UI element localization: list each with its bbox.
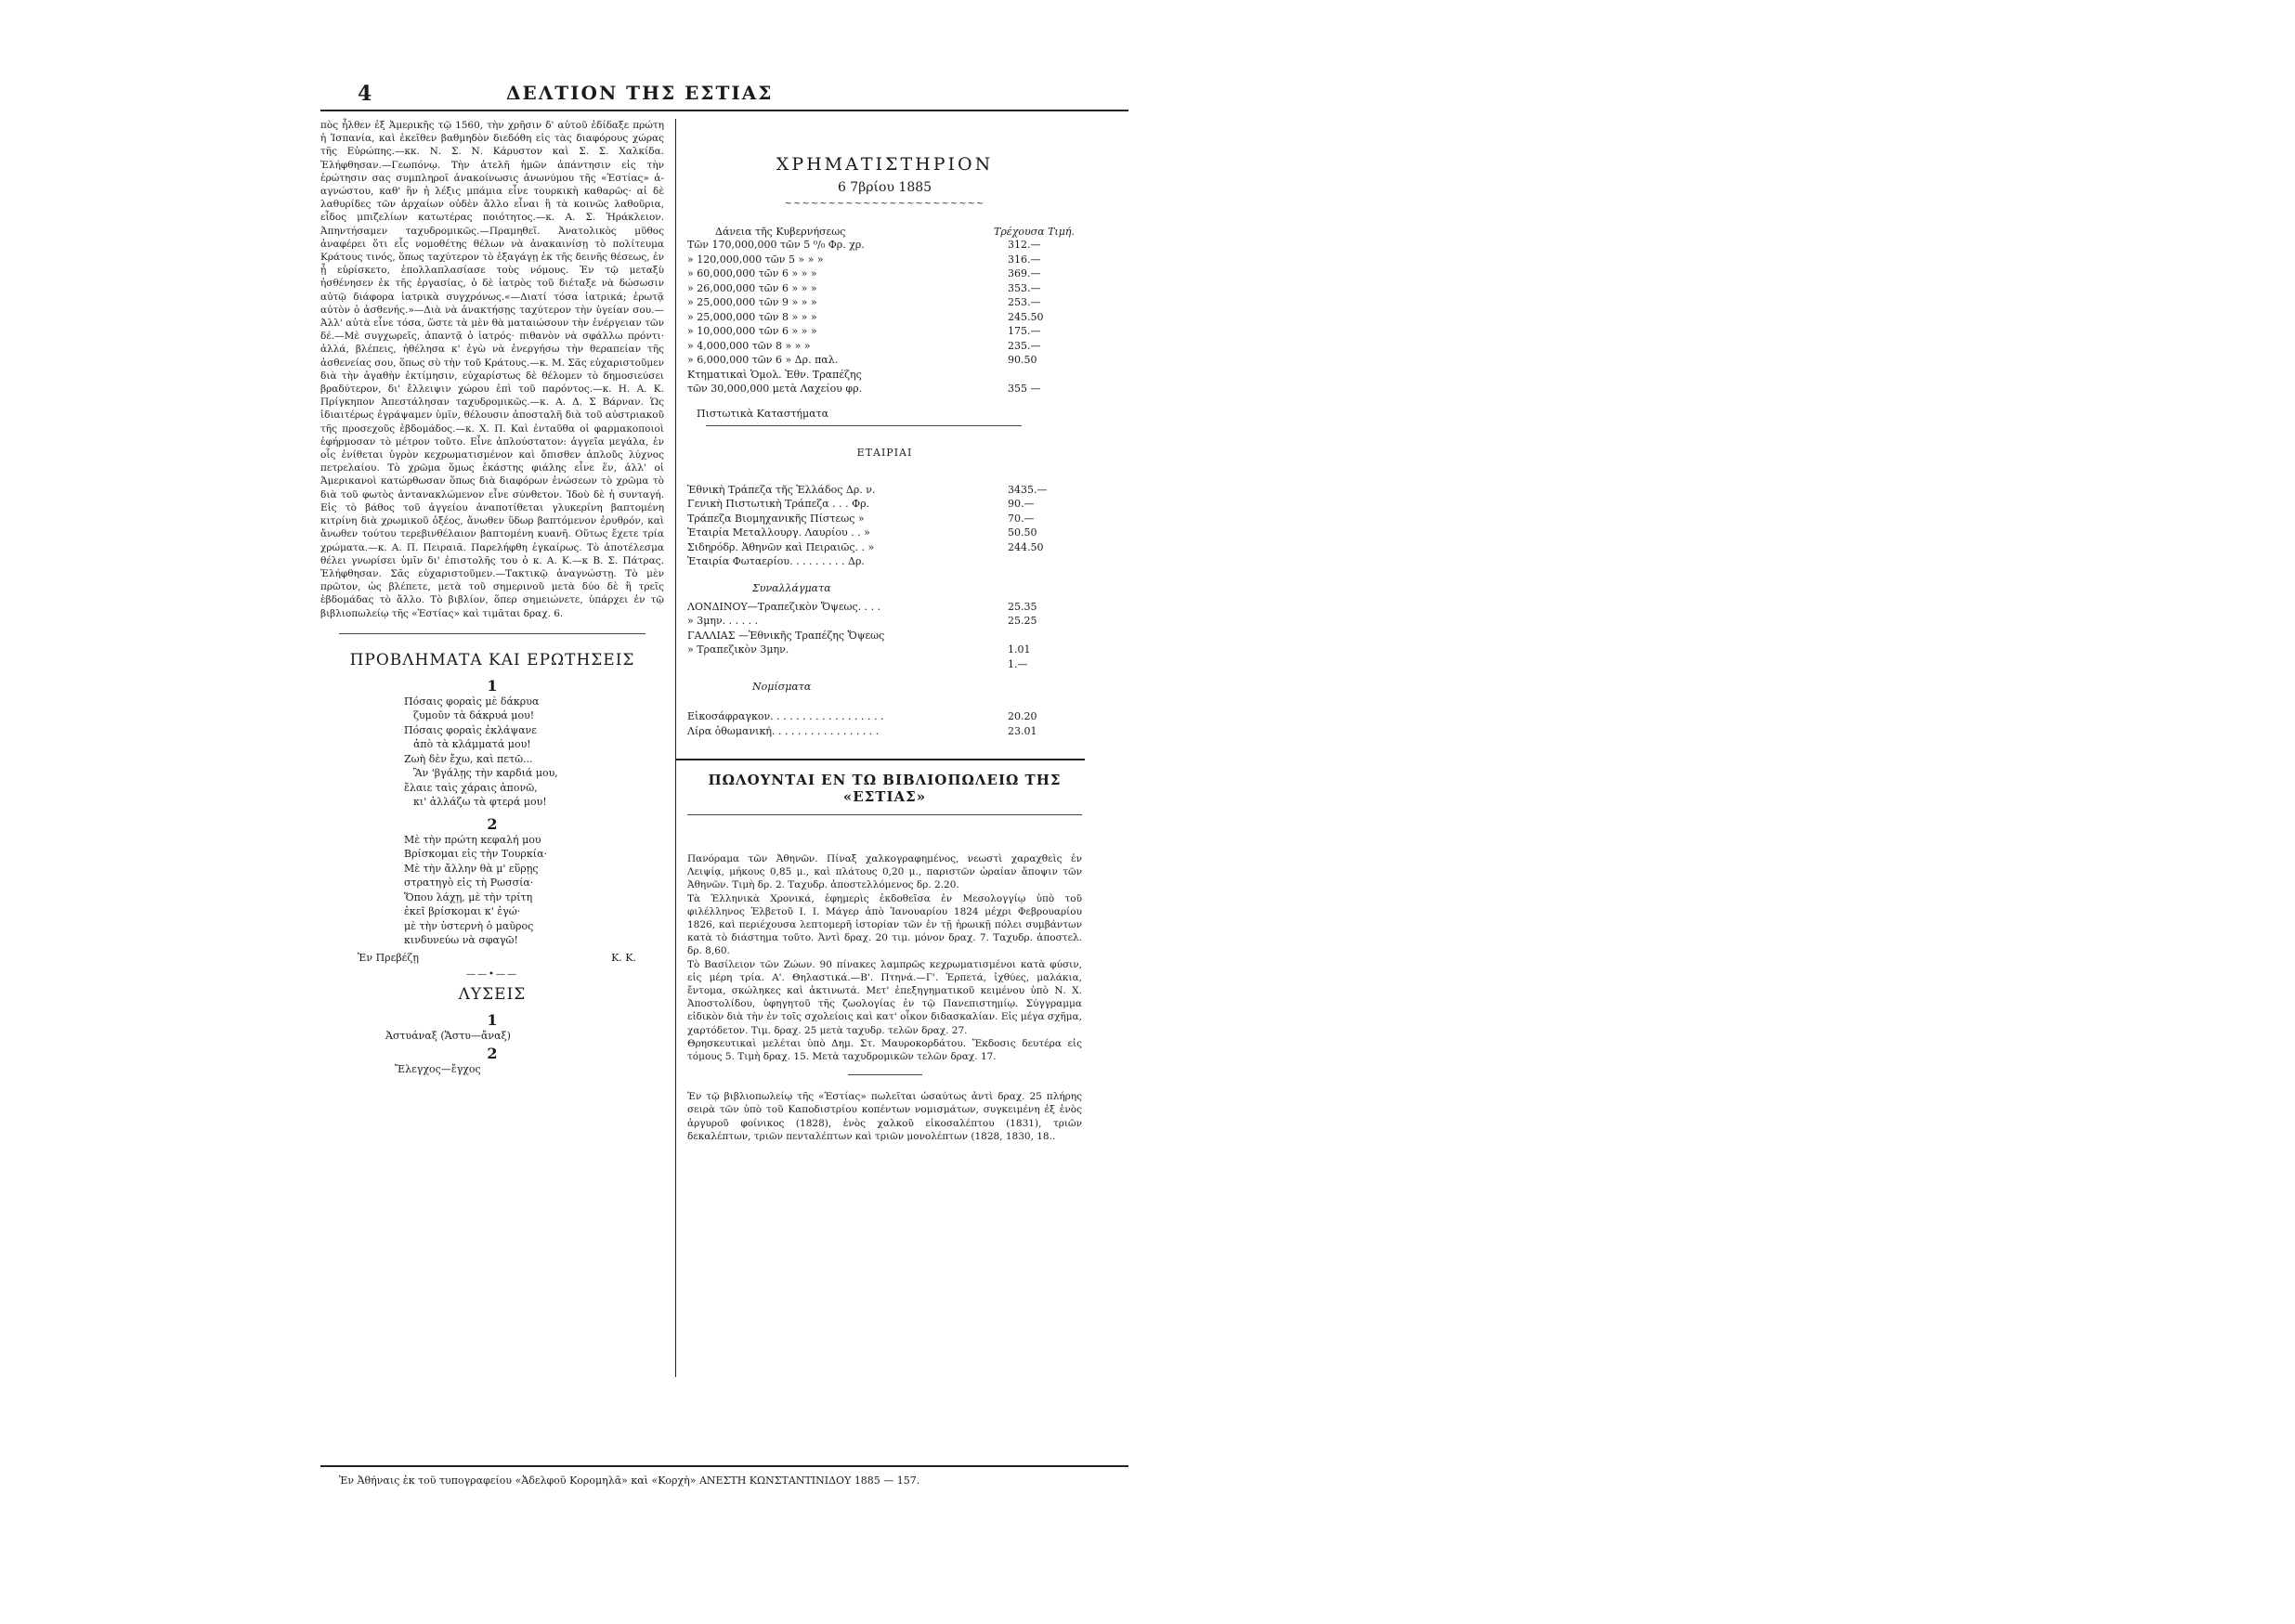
solution-number: 2	[487, 1045, 498, 1063]
company-row	[687, 540, 1082, 555]
loan-row-value: 245.50	[1008, 310, 1044, 323]
coin-row-label: Λίρα ὀθωμανική. . . . . . . . . . . . . . . . .	[687, 724, 880, 737]
book-listing: Τὸ Βασίλειον τῶν Ζώων. 90 πίνακες λαμπρῶς κεχρωματισμένοι κατὰ φύσιν, εἰς μέρη τρία. Α'. Θηλαστικά.—Β'. Πτηνά.—Γ'. Ἑρπετά, ἰχθύες, μαλάκια, ἔντομα, σκώληκες καὶ ἀκτινωτά. Μετ' ἐπεξηγηματικοῦ κειμένου ὑπὸ Ν. Χ. Ἀποστολίδου, ὑφηγητοῦ τῆς ζωολογίας ἐν τῷ Πανεπιστημίῳ. Σύγγραμμα εἰδικὸν διὰ τὴν ἐν τοῖς σχολείοις καὶ κατ' οἶκον διδασκαλίαν. Εἰς μέγα σχῆμα, χαρτόδετον. Τιμ. δραχ. 25 μετὰ ταχυδρ. τελῶν δραχ. 27.	[687, 958, 1082, 1036]
poem-line: ἔλαιε ταὶς χάραις ἀπονῶ,	[404, 781, 538, 794]
company-row-value: 90.—	[1008, 498, 1035, 510]
solution-1: Ἀστυάναξ (Ἄστυ—ἄναξ)	[385, 1029, 511, 1042]
loan-row-label: » 26,000,000 τῶν 6 » » »	[687, 281, 817, 294]
company-row-label: Ἑταιρία Φωταερίου. . . . . . . . . Δρ.	[687, 555, 865, 567]
company-row-value: 3435.—	[1008, 483, 1048, 496]
company-row	[687, 526, 1082, 540]
exchange-row	[687, 614, 1082, 629]
page-number: 4	[358, 82, 372, 106]
poem-line: ζυμοῦν τὰ δάκρυά μου!	[413, 709, 535, 722]
section-divider	[339, 633, 645, 634]
loan-row-value: 353.—	[1008, 281, 1041, 294]
coins-table	[687, 709, 1082, 738]
exchange-row-label: » Τραπεζικὸν 3μην.	[687, 643, 789, 656]
price-head-label: Τρέχουσα Τιμή.	[993, 226, 1075, 238]
loan-row-label: » 120,000,000 τῶν 5 » » »	[687, 253, 824, 266]
book-listing: Τὰ Ἑλληνικὰ Χρονικά, ἐφημερὶς ἐκδοθεῖσα ἐν Μεσολογγίῳ ὑπὸ τοῦ φιλέλληνος Ἑλβετοῦ Ι. Ι. Μάγερ ἀπὸ Ἰανουαρίου 1824 μέχρι Φεβρουαρίου 1826, καὶ περιέχουσα λεπτομερῆ ἱστορίαν τῶν ἐν τῇ ἡρωικῇ πόλει συμβάντων κατὰ τὸ διάστημα τοῦτο. Ἀντὶ δραχ. 20 τιμ. μόνον δραχ. 7. Ταχυδρ. ἀποστελ. δρ. 8,60.	[687, 892, 1082, 957]
problem-number: 1	[487, 676, 498, 695]
loan-row-value: 369.—	[1008, 267, 1041, 279]
exchange-row-label: ΛΟΝΔΙΝΟΥ—Τραπεζικὸν Ὄψεως. . . .	[687, 600, 881, 613]
solutions-title: ΛΥΣΕΙΣ	[458, 984, 527, 1004]
exchange-row-value: 25.35	[1008, 600, 1037, 613]
exchange-rates-head: Συναλλάγματα	[752, 581, 831, 594]
problem-2-poem	[320, 833, 664, 948]
loan-row	[687, 324, 1082, 339]
wavy-divider: ~~~~~~~~~~~~~~~~~~~~~~~	[784, 199, 985, 209]
companies-table	[687, 483, 1082, 569]
loan-row-label: » 25,000,000 τῶν 8 » » »	[687, 310, 817, 323]
loan-row-label: » 25,000,000 τῶν 9 » » »	[687, 296, 817, 308]
loan-row	[687, 310, 1082, 325]
exchange-row	[687, 657, 1082, 672]
exchange-row	[687, 629, 1082, 643]
header-rule	[320, 110, 1128, 111]
loan-row-label: Τῶν 170,000,000 τῶν 5 ⁰/₀ Φρ. χρ.	[687, 239, 865, 251]
loan-row	[687, 238, 1082, 253]
company-row-label: Τράπεζα Βιομηχανικῆς Πίστεως »	[687, 512, 865, 525]
loan-row-value: 253.—	[1008, 296, 1041, 308]
poem-line: μὲ τὴν ὑστερνὴ ὁ μαῦρος	[404, 919, 534, 932]
book-listing: Πανόραμα τῶν Ἀθηνῶν. Πίναξ χαλκογραφημένος, νεωστὶ χαραχθεὶς ἐν Λειψίᾳ, μήκους 0,85 μ., καὶ πλάτους 0,20 μ., παριστῶν ὡραίαν ἄποψιν τῶν Ἀθηνῶν. Τιμὴ δρ. 2. Ταχυδρ. ἀποστελλόμενος δρ. 2.20.	[687, 853, 1082, 891]
section-rule	[676, 759, 1085, 760]
company-row	[687, 554, 1082, 569]
right-column	[687, 119, 1082, 1143]
ktimatikai-label: Κτηματικαὶ Ὁμολ. Ἐθν. Τραπέζης	[687, 368, 862, 381]
exchange-row-label: » 3μην. . . . . .	[687, 615, 759, 627]
exchange-row-value: 25.25	[1008, 615, 1037, 627]
solution-2: Ἔλεγχος—ἔγχος	[395, 1063, 481, 1076]
loan-row-label: » 6,000,000 τῶν 6 » Δρ. παλ.	[687, 354, 839, 366]
loan-row	[687, 266, 1082, 281]
loan-row-value: 316.—	[1008, 253, 1041, 266]
company-row-label: Σιδηρόδρ. Ἀθηνῶν καὶ Πειραιῶς. . »	[687, 540, 875, 553]
coin-row	[687, 724, 1082, 739]
company-row-value: 50.50	[1008, 526, 1037, 539]
poem-line: Βρίσκομαι εἰς τὴν Τουρκία·	[404, 848, 548, 861]
loan-row-value: 235.—	[1008, 339, 1041, 352]
loan-row-value: 175.—	[1008, 325, 1041, 337]
coin-row-value: 20.20	[1008, 710, 1037, 722]
exchange-row-label	[687, 657, 1002, 672]
exchange-row	[687, 600, 1082, 615]
poem-line: Πόσαις φοραὶς ἐκλάψανε	[404, 723, 537, 736]
loan-row	[687, 253, 1082, 267]
coins-offer-paragraph: Ἐν τῷ βιβλιοπωλείῳ τῆς «Ἑστίας» πωλεῖται ὡσαύτως ἀντὶ δραχ. 25 πλήρης σειρὰ τῶν ὑπὸ τοῦ Καποδιστρίου κοπέντων νομισμάτων, συγκειμένη ἐξ ἑνὸς ἀργυροῦ φοίνικος (1828), ἑνὸς χαλκοῦ εἰκοσαλέπτου (1831), τριῶν δεκαλέπτων, τριῶν πενταλέπτων καὶ τριῶν μονολέπτων (1828, 1830, 18..	[687, 1091, 1082, 1142]
bookstore-title: ΠΩΛΟΥΝΤΑΙ ΕΝ ΤΩ ΒΙΒΛΙΟΠΩΛΕΙΩ ΤΗΣ «ΕΣΤΙΑΣ»	[708, 772, 1062, 805]
left-column	[320, 119, 664, 1077]
correspondence-paragraph: πὸς ἦλθεν ἐξ Ἀμερικῆς τῷ 1560, τὴν χρῆσιν δ' αὐτοῦ ἐδίδαξε πρώτη ἡ Ἱσπανία, καὶ ἐκεῖθεν βαθμηδὸν διεδόθη εἰς τὰς διαφόρους χώρας τῆς Εὐρώπης.—κκ. Ν. Σ. Ν. Κάρυστον καὶ Σ. Σ. Χαλκίδα. Ἐλήφθησαν.—Γεωπόνῳ. Τὴν ἀτελῆ ἡμῶν ἀπάντησιν εἰς τὴν ἐρώτησιν σας συμπληροῖ ἀνακοίνωσις ἀνωνύμου τῆς «Ἑστίας» ἀ-αγνώστου, καθ' ἣν ἡ λέξις μπάμια εἶνε τουρκικὴ καθαρῶς· αἱ δὲ λαθυρίδες τῶν ἀρχαίων οὐδὲν ἄλλο εἶναι ἢ τὰ κοινῶς λαθοῦρια, εἶδος μπιζελίων κατωτέρας ποιότητος.—κ. Α. Σ. Ἡράκλειον. Ἀπηντήσαμεν ταχυδρομικῶς.—Πραμηθεῖ. Ἀνατολικὸς μῦθος ἀναφέρει ὅτι εἷς νομοθέτης θέλων νὰ ἀνακαινίσῃ τὸ πολίτευμα Κράτους τινός, ὅπως ταχύτερον τὸ ἐξαγάγῃ ἐκ τῆς δεινῆς θέσεως, ἐν ᾗ εὑρίσκετο, ἐπολλαπλασίασε τοὺς νόμους. Ἐν τῷ μεταξὺ ἠσθένησεν ἐκ τῆς ἐργασίας, ὁ δὲ ἰατρὸς τοῦ διέταξε νὰ δώσωσιν αὐτῷ διάφορα ἰατρικὰ συγχρόνως.«—Διατί τόσα ἰατρικά; ἐρωτᾷ αὐτὸν ὁ ἀσθενής.»—Διὰ νὰ ἀνακτήσῃς ταχύτερον τὴν ὑγείαν σου.—Ἀλλ' αὐτὰ εἶνε τόσα, ὥστε τὰ μὲν θὰ ματαιώσουν τὴν ἐνέργειαν τῶν δέ.—Μὲ συγχωρεῖς, ἀπαντᾷ ὁ ἰατρός· πιθανὸν νὰ σφάλλω πρόντι· ἀλλά, βλέπεις, ἠθέλησα κ' ἐγὼ νὰ ἐνεργήσω τὴν θεραπείαν τῆς ἀσθενείας σου, ὅπως σὺ τὴν τοῦ Κράτους.—κ. Μ. Σᾶς εὐχαριστοῦμεν διὰ τὴν ἀγαθὴν ἐκτίμησιν, εὐχαρίστως δὲ θέλομεν τὸ δημοσιεύσει βραδύτερον, δι' ἔλλειψιν χώρου ἐπὶ τοῦ παρόντος.—κ. Η. Α. Κ. Πρίγκηπον Ἀπεστάλησαν ταχυδρομικῶς.—κ. Α. Δ. Σ Βάρναν. Ὡς ἰδιαιτέρως ἐγράψαμεν ὑμῖν, θέλουσιν ἀποσταλῆ διὰ τοῦ αὐστριακοῦ τῆς προσεχοῦς ἑβδομάδος.—κ. Χ. Π. Καὶ ἐνταῦθα οἱ φαρμακοποιοὶ ἐφήρμοσαν τὸ μέτρον τοῦτο. Εἶνε ἁπλούστατον: ἀγγεῖα μεγάλα, ἐν οἷς ἐνίθεται ὑγρὸν κεχρωματισμένον καὶ ὄπισθεν ἁπλοῦς λύχνος πετρελαίου. Τὸ χρῶμα ὅμως ἑκάστης φιάλης εἶνε ἕν, ἀλλ' οἱ Ἀμερικανοὶ κατώρθωσαν ὅπως διὰ διαφόρων ἑνώσεων τὸ χρῶμα τὸ διὰ τοῦ φωτὸς ἀντανακλώμενον εἶνε σύνθετον. Ἰδοὺ δὲ ἡ συνταγή. Εἰς τὸ βάθος τοῦ ἀγγείου ἀναποτίθεται γλυκερίνη βαπτομένη κιτρίνη διὰ χρωμικοῦ ὀξέος, ἄνωθεν ὕδωρ βαπτόμενον ἐρυθρόν, καὶ ἄνωθεν τούτου τερεβινθέλαιον βαπτομένη κυανῆ. Οὕτως ἔχετε τρία χρώματα.—κ. Α. Π. Πειραιᾶ. Παρελήφθη ἐγκαίρως. Τὸ ἀποτέλεσμα θέλει γνωρίσει ὑμῖν δι' ἐπιστολῆς του ὁ κ. Α. Κ.—κ Β. Σ. Πάτρας. Ἐλήφθησαν. Σᾶς εὐχαριστοῦμεν.—Τακτικῷ ἀναγνώστῃ. Τὸ μὲν πρῶτον, ὡς βλέπετε, μετὰ τοῦ σημερινοῦ μετὰ δύο δὲ ἢ τρεῖς ἑβδομάδας τὸ ἄλλο. Τὸ βιβλίον, ὅπερ σημειώνετε, ὑπάρχει ἐν τῷ βιβλιοπωλείῳ τῆς «Ἑστίας» καὶ τιμᾶται δραχ. 6.	[320, 120, 665, 619]
coin-row-label: Εἰκοσάφραγκον. . . . . . . . . . . . . . . . . .	[687, 710, 884, 722]
company-row-value: 70.—	[1008, 512, 1035, 525]
footer-rule	[320, 1465, 1128, 1467]
credit-head: Πιστωτικὰ Καταστήματα	[697, 407, 829, 420]
loan-row-value: 90.50	[1008, 354, 1037, 366]
loans-table	[687, 238, 1082, 368]
ornament-divider: ——•——	[466, 968, 518, 980]
loan-row	[687, 339, 1082, 354]
company-row-label: Γενικὴ Πιστωτικὴ Τράπεζα . . . Φρ.	[687, 498, 870, 510]
poem-line: κι' ἀλλάζω τὰ φτερά μου!	[413, 796, 547, 809]
coin-row	[687, 709, 1082, 724]
ktimatikai-label: τῶν 30,000,000 μετὰ Λαχείου φρ.	[687, 383, 863, 395]
poem-line: Μὲ τὴν ἄλλην θὰ μ' εὕρῃς	[404, 862, 539, 875]
loan-row-label: » 60,000,000 τῶν 6 » » »	[687, 267, 817, 279]
loan-row	[687, 353, 1082, 368]
exchange-date: 6 7βρίου 1885	[837, 180, 932, 195]
exchange-rates-table	[687, 600, 1082, 672]
loan-row	[687, 295, 1082, 310]
signature-place: Ἐν Πρεβέζῃ	[358, 951, 419, 964]
loan-row	[687, 281, 1082, 296]
exchange-title: ΧΡΗΜΑΤΙΣΤΗΡΙΟΝ	[776, 154, 994, 175]
problem-1-poem	[320, 695, 664, 810]
company-row	[687, 512, 1082, 526]
poem-line: ἀπὸ τὰ κλάμματά μου!	[413, 738, 531, 751]
poem-line: ἐκεῖ βρίσκομαι κ' ἐγώ·	[404, 905, 521, 918]
company-row-value	[1002, 554, 1082, 569]
companies-head: ΕΤΑΙΡΙΑΙ	[856, 446, 913, 459]
coins-head: Νομίσματα	[752, 681, 812, 693]
exchange-row-value: 1.01	[1008, 643, 1031, 656]
short-divider	[848, 1074, 922, 1075]
printer-imprint: Ἐν Ἀθήναις ἐκ τοῦ τυπογραφείου «Ἀδελφοῦ Κορομηλᾶ» καὶ «Κορχὴ» ΑΝΕΣΤΗ ΚΩΝΣΤΑΝΤΙΝΙΔΟΥ 1885 — 157.	[339, 1475, 920, 1487]
solution-number: 1	[487, 1010, 498, 1029]
loan-row-value: 312.—	[1008, 239, 1041, 251]
coin-row-value: 23.01	[1008, 724, 1037, 737]
company-row-label: Ἑταιρία Μεταλλουργ. Λαυρίου . . »	[687, 526, 870, 539]
poem-line: Ὅπου λάχῃ, μὲ τὴν τρίτη	[404, 890, 533, 903]
company-row	[687, 483, 1082, 498]
company-row-label: Ἐθνικὴ Τράπεζα τῆς Ἑλλάδος Δρ. ν.	[687, 483, 876, 496]
company-row	[687, 497, 1082, 512]
ktimatikai-row	[687, 368, 1082, 383]
ktimatikai-row	[687, 382, 1082, 396]
newspaper-page	[320, 74, 1138, 1486]
poem-line: στρατηγὸ εἰς τὴ Ρωσσία·	[404, 877, 534, 890]
ktimatikai-value: 355 —	[1008, 383, 1041, 395]
poem-line: Ζωὴ δὲν ἔχω, καὶ πετῶ...	[404, 752, 533, 765]
column-divider	[675, 119, 676, 1377]
problem-number: 2	[487, 814, 498, 833]
signature-line	[320, 952, 664, 964]
book-listing: Θρησκευτικαὶ μελέται ὑπὸ Δημ. Στ. Μαυροκορδάτου. Ἔκδοσις δευτέρα εἰς τόμους 5. Τιμὴ δραχ. 15. Μετὰ ταχυδρομικῶν τελῶν δραχ. 17.	[687, 1037, 1082, 1063]
loans-header	[687, 226, 1082, 238]
poem-line: Ἂν 'βγάλῃς τὴν καρδιά μου,	[413, 767, 558, 780]
poem-line: Μὲ τὴν πρώτη κεφαλή μου	[404, 833, 541, 846]
exchange-row-label: ΓΑΛΛΙΑΣ —Ἐθνικῆς Τραπέζης Ὄψεως	[687, 629, 885, 642]
exchange-row-value	[1002, 629, 1082, 643]
poem-line: κινδυνεύω νὰ σφαγῶ!	[404, 934, 518, 947]
loan-row-label: » 4,000,000 τῶν 8 » » »	[687, 339, 811, 352]
loans-head-label: Δάνεια τῆς Κυβερνήσεως	[715, 226, 846, 238]
section-divider	[706, 425, 1022, 426]
loan-row-label: » 10,000,000 τῶν 6 » » »	[687, 325, 817, 337]
signature-initials: Κ. Κ.	[611, 951, 636, 964]
company-row-value: 244.50	[1008, 540, 1044, 553]
masthead-title: ΔΕΛΤΙΟΝ ΤΗΣ ΕΣΤΙΑΣ	[506, 82, 774, 104]
section-rule	[687, 814, 1082, 815]
exchange-row	[687, 643, 1082, 657]
problems-title: ΠΡΟΒΛΗΜΑΤΑ ΚΑΙ ΕΡΩΤΗΣΕΙΣ	[349, 650, 635, 669]
poem-line: Πόσαις φοραὶς μὲ δάκρυα	[404, 695, 540, 708]
exchange-row-value: 1.—	[1008, 657, 1028, 670]
